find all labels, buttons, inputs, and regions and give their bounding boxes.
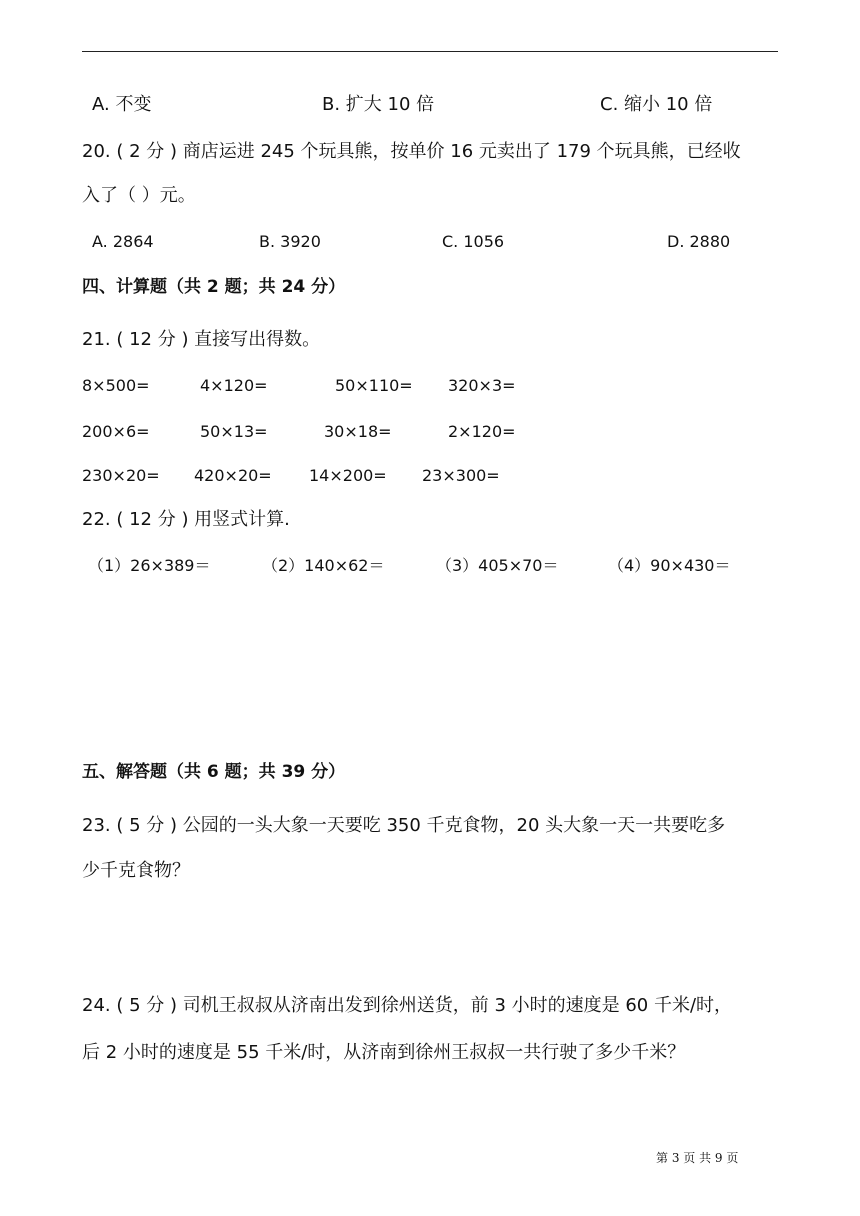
- q24-stem-line2: 后 2 小时的速度是 55 千米/时，从济南到徐州王叔叔一共行驶了多少千米？: [82, 1042, 686, 1063]
- q20-option-a: A. 2864: [92, 232, 154, 251]
- q21-stem: 21. ( 12 分 ) 直接写出得数。: [82, 329, 321, 350]
- q21-item: 50×110=: [335, 376, 413, 395]
- q21-item: 2×120=: [448, 422, 516, 441]
- q22-item: （1）26×389＝: [88, 556, 211, 575]
- q21-item: 14×200=: [309, 466, 387, 485]
- q21-item: 23×300=: [422, 466, 500, 485]
- q22-item: （2）140×62＝: [262, 556, 385, 575]
- q24-stem-line1: 24. ( 5 分 ) 司机王叔叔从济南出发到徐州送货，前 3 小时的速度是 60 千米/时，: [82, 995, 733, 1016]
- q21-item: 8×500=: [82, 376, 150, 395]
- q21-item: 230×20=: [82, 466, 160, 485]
- q23-stem-line2: 少千克食物？: [82, 860, 190, 881]
- q20-stem-line1: 20. ( 2 分 ) 商店运进 245 个玩具熊，按单价 16 元卖出了 179 个玩具熊，已经收: [82, 141, 741, 162]
- q22-item: （4）90×430＝: [608, 556, 731, 575]
- q19-option-b: B. 扩大 10 倍: [322, 94, 435, 115]
- q22-item: （3）405×70＝: [436, 556, 559, 575]
- q20-option-b: B. 3920: [259, 232, 321, 251]
- section-4-title: 四、计算题（共 2 题；共 24 分）: [82, 277, 346, 297]
- q21-item: 200×6=: [82, 422, 150, 441]
- q21-item: 4×120=: [200, 376, 268, 395]
- q21-item: 420×20=: [194, 466, 272, 485]
- q21-item: 50×13=: [200, 422, 268, 441]
- q20-option-d: D. 2880: [667, 232, 731, 251]
- q23-stem-line1: 23. ( 5 分 ) 公园的一头大象一天要吃 350 千克食物，20 头大象一天一共要吃多: [82, 815, 726, 836]
- q19-option-a: A. 不变: [92, 94, 152, 115]
- q20-stem-line2: 入了（ ）元。: [82, 185, 196, 206]
- q22-stem: 22. ( 12 分 ) 用竖式计算.: [82, 509, 290, 530]
- q21-item: 30×18=: [324, 422, 392, 441]
- section-5-title: 五、解答题（共 6 题；共 39 分）: [82, 762, 346, 782]
- q20-option-c: C. 1056: [442, 232, 505, 251]
- page-number: 第 3 页 共 9 页: [656, 1151, 739, 1165]
- q21-item: 320×3=: [448, 376, 516, 395]
- header-rule: [82, 51, 778, 52]
- q19-option-c: C. 缩小 10 倍: [600, 94, 713, 115]
